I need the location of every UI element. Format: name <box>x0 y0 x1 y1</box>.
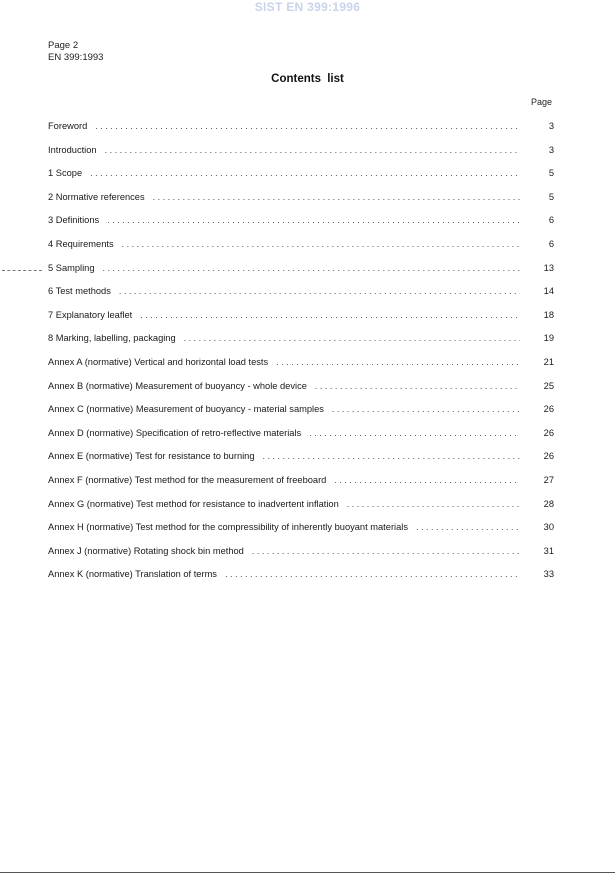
dot-leader <box>122 239 520 249</box>
contents-entry <box>48 310 554 334</box>
contents-entry <box>48 404 554 428</box>
contents-entry-page: 27 <box>543 474 554 485</box>
contents-entry-page: 18 <box>543 309 554 320</box>
contents-entry-page: 5 <box>548 168 554 179</box>
contents-entry-page: 21 <box>543 356 554 367</box>
contents-entry-label: 6 Test methods <box>48 286 111 297</box>
contents-entry-page: 26 <box>543 404 554 415</box>
bottom-rule <box>0 872 615 873</box>
contents-entry <box>48 286 554 310</box>
contents-entry <box>48 522 554 546</box>
page-column-label: Page <box>530 97 552 107</box>
dot-leader <box>309 428 520 438</box>
dot-leader <box>276 357 520 367</box>
contents-entry-label: Annex E (normative) Test for resistance to burning <box>48 451 255 462</box>
contents-entry-label: Foreword <box>48 121 88 131</box>
contents-entry-page: 3 <box>548 144 554 155</box>
contents-entry-label: 7 Explanatory leaflet <box>48 309 133 320</box>
contents-entry-page: 26 <box>543 451 554 462</box>
contents-entry-label: Annex A (normative) Vertical and horizontal load tests <box>48 356 269 367</box>
dot-leader <box>140 310 520 320</box>
dot-leader <box>315 381 520 391</box>
contents-entry <box>48 499 554 523</box>
dot-leader <box>416 522 520 532</box>
contents-entry-page: 28 <box>543 498 554 509</box>
contents-entry <box>48 168 554 192</box>
contents-entry-page: 6 <box>548 215 554 226</box>
dot-leader <box>334 475 520 485</box>
contents-entry-page: 26 <box>543 427 554 438</box>
contents-entry <box>48 546 554 570</box>
contents-entry-label: Annex J (normative) Rotating shock bin method <box>48 545 244 556</box>
contents-entry-label: 5 Sampling <box>48 262 95 273</box>
contents-entry-page: 3 <box>548 121 554 131</box>
contents-entry <box>48 451 554 475</box>
contents-entry-page: 31 <box>543 545 554 556</box>
page-header <box>48 40 103 64</box>
contents-entry-page: 6 <box>548 238 554 249</box>
standard-reference: EN 399:1993 <box>48 52 104 63</box>
contents-entry-label: Annex D (normative) Specification of retro-reflective materials <box>48 427 302 438</box>
contents-entry-page: 13 <box>543 262 554 273</box>
contents-entry-label: 8 Marking, labelling, packaging <box>48 333 176 344</box>
dot-leader <box>252 546 520 556</box>
contents-entry-page: 33 <box>543 569 554 580</box>
contents-entry-label: 4 Requirements <box>48 238 114 249</box>
contents-entry-label: Annex C (normative) Measurement of buoyancy - material samples <box>48 404 324 415</box>
contents-entry <box>48 357 554 381</box>
contents-entry-page: 19 <box>543 333 554 344</box>
dot-leader <box>225 569 520 579</box>
dot-leader <box>103 263 520 273</box>
page-number: Page 2 <box>48 40 79 51</box>
contents-entry <box>48 215 554 239</box>
contents-entry <box>48 263 554 287</box>
contents-entry <box>48 121 554 145</box>
contents-entry-label: Annex F (normative) Test method for the measurement of freeboard <box>48 474 327 485</box>
dot-leader <box>347 499 520 509</box>
contents-entry-page: 30 <box>543 522 554 533</box>
contents-entry-page: 5 <box>548 191 554 202</box>
contents-entry-label: 3 Definitions <box>48 215 100 226</box>
contents-entry-label: 1 Scope <box>48 168 83 179</box>
watermark-text: SIST EN 399:1996 <box>254 0 361 14</box>
dot-leader <box>184 333 520 343</box>
contents-entry-page: 25 <box>543 380 554 391</box>
dot-leader <box>153 192 520 202</box>
contents-entry-page: 14 <box>543 286 554 297</box>
contents-entry-label: Annex K (normative) Translation of terms <box>48 569 217 580</box>
contents-entry <box>48 475 554 499</box>
contents-entry <box>48 381 554 405</box>
contents-entry-label: Annex G (normative) Test method for resistance to inadvertent inflation <box>48 498 339 509</box>
dot-leader <box>107 215 520 225</box>
contents-entry <box>48 569 554 593</box>
margin-mark <box>2 270 42 272</box>
contents-entry <box>48 428 554 452</box>
page-title: Contents list <box>271 73 344 85</box>
dot-leader <box>263 451 520 461</box>
contents-entry-label: Annex H (normative) Test method for the compressibility of inherently buoyant materials <box>48 522 408 533</box>
contents-entry-label: Annex B (normative) Measurement of buoyancy - whole device <box>48 380 307 391</box>
contents-entry <box>48 239 554 263</box>
contents-entry <box>48 192 554 216</box>
contents-entry-label: Introduction <box>48 144 97 155</box>
contents-entry <box>48 145 554 169</box>
dot-leader <box>105 145 520 155</box>
dot-leader <box>332 404 520 414</box>
contents-entry-label: 2 Normative references <box>48 191 145 202</box>
dot-leader <box>119 286 520 296</box>
contents-entry <box>48 333 554 357</box>
contents-list <box>48 121 554 593</box>
dot-leader <box>95 121 520 131</box>
dot-leader <box>90 168 520 178</box>
